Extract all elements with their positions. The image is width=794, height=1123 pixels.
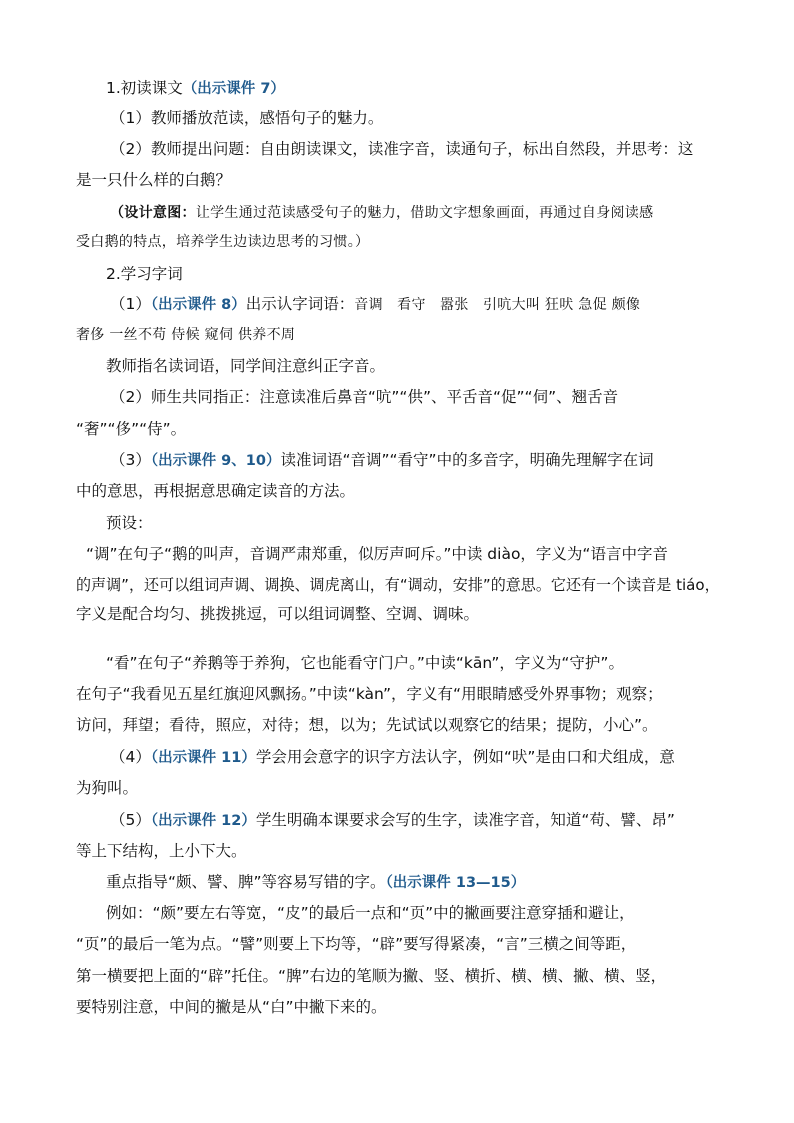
text-run: （2）师生共同指正：注意读准后鼻音“吭”“供”、平舌音“促”“伺”、翘舌音 <box>110 388 619 406</box>
text-line <box>76 715 658 735</box>
text-run: 例如：“颇”要左右等宽，“皮”的最后一点和“页”中的撇画要注意穿插和避让， <box>106 904 635 922</box>
courseware-tag: （出示课件 11） <box>150 750 256 766</box>
text-run: （5） <box>110 811 151 829</box>
text-run: 受白鹅的特点，培养学生边读边思考的习惯。） <box>76 234 370 250</box>
text-line <box>110 810 675 831</box>
text-run: “看”在句子“养鹅等于养狗，它也能看守门户。”中读“kān”，字义为“守护”。 <box>106 654 624 672</box>
text-line <box>106 78 285 99</box>
text-run: “页”的最后一笔为点。“譬”则要上下均等，“辟”要写得紧凑，“言”三横之间等距， <box>76 935 637 953</box>
text-run: 1.初读课文 <box>106 79 183 97</box>
text-line <box>76 419 186 439</box>
text-run: （4） <box>110 748 151 766</box>
text-run: 的声调”，还可以组词声调、调换、调虎离山，有“调动，安排”的意思。它还有一个读音是 tiáo， <box>76 576 720 594</box>
text-run: 教师指名读词语，同学间注意纠正字音。 <box>106 357 386 375</box>
text-run: “调”在句子“鹅的叫声，音调严肃郑重，似厉声呵斥。”中读 diào，字义为“语言中字音 <box>86 545 668 563</box>
text-line <box>86 544 668 564</box>
text-line <box>76 324 295 345</box>
text-line <box>110 139 693 159</box>
text-run: （2）教师提出问题：自由朗读课文，读准字音，读通句子，标出自然段，并思考：这 <box>110 140 694 158</box>
text-run: 音调 看守 嚣张 引吭大叫 狂吠 急促 颇像 <box>354 297 641 313</box>
courseware-tag: （出示课件 13—15） <box>385 875 526 891</box>
text-run: 奢侈 一丝不苟 侍候 窥伺 供养不周 <box>76 327 296 343</box>
text-run: （1） <box>110 295 151 313</box>
text-line <box>110 108 383 128</box>
text-line <box>76 841 247 861</box>
text-line <box>76 778 138 798</box>
text-run: 让学生通过范读感受句子的魅力，借助文字想象画面，再通过自身阅读感 <box>195 205 654 221</box>
text-run: 学生明确本课要求会写的生字，读准字音，知道“苟、譬、昂” <box>255 811 675 829</box>
courseware-tag: （出示课件 9、10） <box>150 453 281 469</box>
text-line <box>76 575 720 595</box>
text-run: 要特别注意，中间的撇是从“白”中撇下来的。 <box>76 998 387 1016</box>
text-run: 预设： <box>106 514 153 532</box>
text-run: 重点指导“颇、譬、脾”等容易写错的字。 <box>106 873 386 891</box>
text-run: 等上下结构，上小下大。 <box>76 842 247 860</box>
text-line <box>110 387 618 407</box>
courseware-tag: （出示课件 8） <box>150 297 246 313</box>
text-run: 中的意思，再根据意思确定读音的方法。 <box>76 482 356 500</box>
text-line <box>76 966 666 986</box>
text-line <box>110 747 675 768</box>
text-run: 学会用会意字的识字方法认字，例如“吠”是由口和犬组成，意 <box>255 748 675 766</box>
text-run: 读准词语“音调”“看守”中的多音字，明确先理解字在词 <box>280 451 654 469</box>
text-line <box>106 903 635 923</box>
text-run: 第一横要把上面的“辟”托住。“脾”右边的笔顺为撇、竖、横折、横、横、撇、横、竖， <box>76 967 667 985</box>
text-line <box>106 513 153 533</box>
text-run: “奢”“侈”“侍”。 <box>76 420 187 438</box>
text-run: （设计意图： <box>110 205 196 221</box>
text-line <box>110 202 653 223</box>
text-line <box>110 450 654 471</box>
text-line <box>76 934 636 954</box>
courseware-tag: （出示课件 12） <box>150 813 256 829</box>
text-run: 字义是配合均匀、挑拨挑逗，可以组词调整、空调、调味。 <box>76 605 480 623</box>
text-run: 是一只什么样的白鹅？ <box>76 171 232 189</box>
text-line <box>76 481 355 501</box>
text-line <box>76 684 663 704</box>
text-run: （3） <box>110 451 151 469</box>
text-line <box>106 264 183 284</box>
text-line <box>76 604 479 624</box>
text-run: （1）教师播放范读，感悟句子的魅力。 <box>110 109 384 127</box>
text-run: 2.学习字词 <box>106 265 183 283</box>
text-run: 出示认字词语： <box>245 295 355 313</box>
text-line <box>106 872 525 893</box>
text-line <box>76 231 369 252</box>
text-run: 为狗叫。 <box>76 779 139 797</box>
text-line <box>76 997 387 1017</box>
text-line <box>106 653 624 673</box>
text-line <box>106 356 385 376</box>
text-run: 在句子“我看见五星红旗迎风飘扬。”中读“kàn”，字义有“用眼睛感受外界事物；观察； <box>76 685 663 703</box>
courseware-tag: （出示课件 7） <box>182 81 285 97</box>
text-run: 访问，拜望；看待，照应，对待；想，以为；先试试以观察它的结果；提防，小心”。 <box>76 716 658 734</box>
text-line <box>76 170 231 190</box>
text-line <box>110 294 640 315</box>
